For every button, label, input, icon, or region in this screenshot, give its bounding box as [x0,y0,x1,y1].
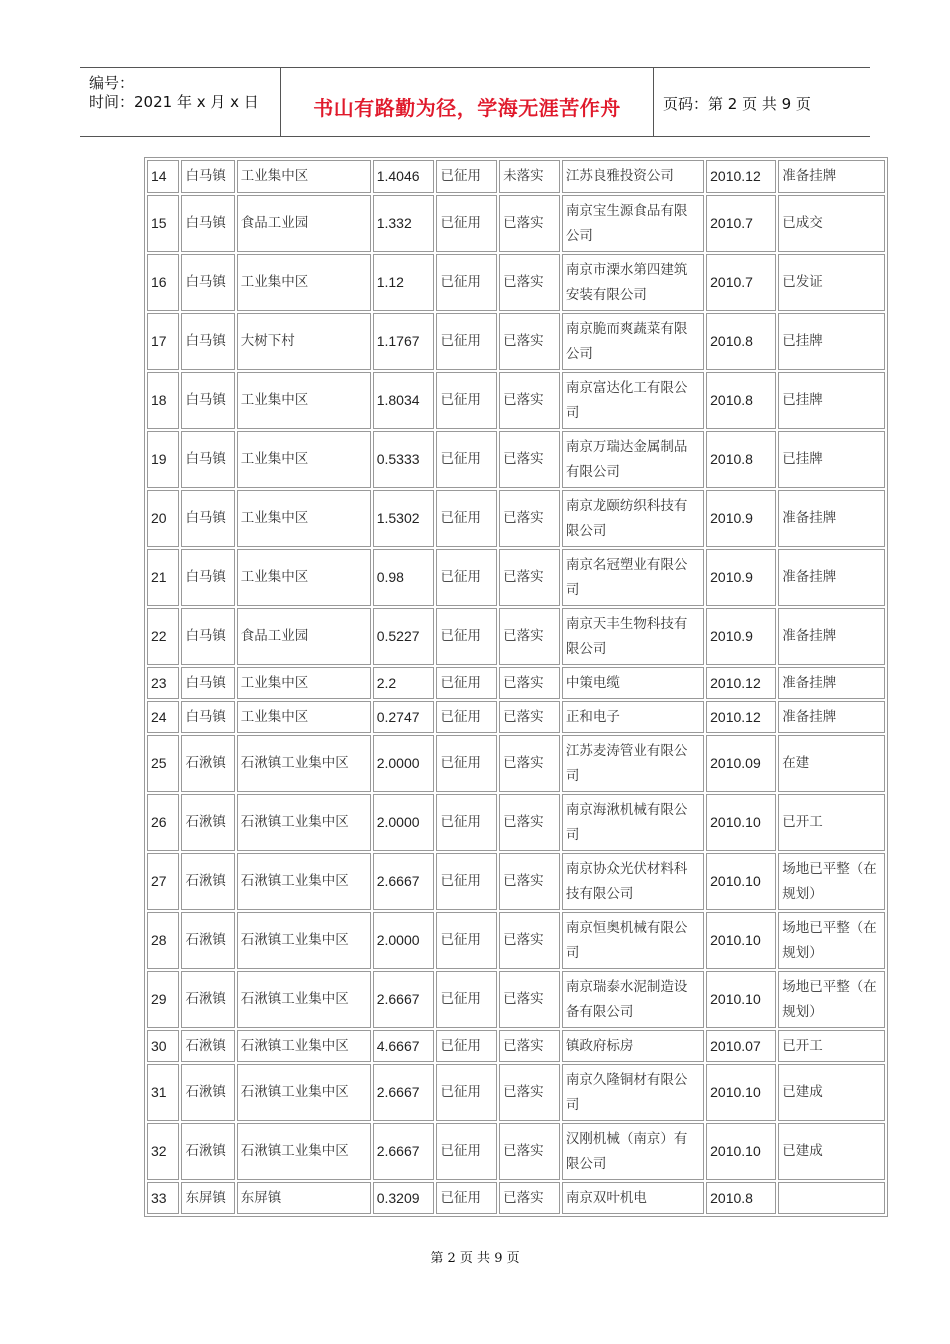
cell-acquisition-status: 已征用 [436,912,497,969]
cell-area: 2.0000 [373,735,435,792]
cell-location: 石湫镇工业集中区 [237,1030,371,1062]
cell-location: 工业集中区 [237,160,371,193]
cell-area: 2.6667 [373,853,435,910]
cell-acquisition-status: 已征用 [436,853,497,910]
cell-area: 1.5302 [373,490,435,547]
cell-row-no: 27 [147,853,179,910]
cell-row-no: 19 [147,431,179,488]
cell-town: 石湫镇 [181,971,234,1028]
cell-location: 工业集中区 [237,549,371,606]
cell-town: 石湫镇 [181,794,234,851]
cell-town: 石湫镇 [181,1064,234,1121]
cell-location: 大树下村 [237,313,371,370]
page-header [80,67,870,137]
cell-row-no: 18 [147,372,179,429]
cell-implementation-status: 已落实 [499,912,560,969]
cell-acquisition-status: 已征用 [436,490,497,547]
cell-date: 2010.12 [706,701,776,733]
land-use-table [144,157,888,1217]
cell-town: 白马镇 [181,667,234,699]
cell-row-no: 14 [147,160,179,193]
cell-area: 2.0000 [373,912,435,969]
cell-area: 2.2 [373,667,435,699]
cell-progress: 已开工 [778,794,885,851]
cell-implementation-status: 已落实 [499,549,560,606]
cell-progress: 准备挂牌 [778,667,885,699]
cell-date: 2010.8 [706,372,776,429]
cell-location: 工业集中区 [237,667,371,699]
cell-acquisition-status: 已征用 [436,608,497,665]
cell-implementation-status: 已落实 [499,1123,560,1180]
cell-progress: 场地已平整（在规划） [778,912,885,969]
cell-area: 4.6667 [373,1030,435,1062]
cell-implementation-status: 已落实 [499,794,560,851]
cell-acquisition-status: 已征用 [436,195,497,252]
cell-town: 白马镇 [181,195,234,252]
table-row [147,667,885,699]
cell-area: 2.6667 [373,1123,435,1180]
cell-row-no: 33 [147,1182,179,1214]
cell-date: 2010.07 [706,1030,776,1062]
time-label: 时间：2021 年 x 月 x 日 [89,93,259,111]
table-row [147,853,885,910]
cell-acquisition-status: 已征用 [436,549,497,606]
cell-progress: 在建 [778,735,885,792]
cell-date: 2010.7 [706,254,776,311]
table-row [147,431,885,488]
cell-progress: 已成交 [778,195,885,252]
page-number-label: 页码：第 2 页 共 9 页 [663,95,811,113]
cell-implementation-status: 已落实 [499,608,560,665]
cell-location: 东屏镇 [237,1182,371,1214]
cell-company: 南京富达化工有限公司 [562,372,704,429]
cell-implementation-status: 未落实 [499,160,560,193]
cell-date: 2010.8 [706,313,776,370]
cell-implementation-status: 已落实 [499,1064,560,1121]
cell-row-no: 23 [147,667,179,699]
cell-area: 1.12 [373,254,435,311]
cell-location: 工业集中区 [237,372,371,429]
cell-location: 工业集中区 [237,701,371,733]
cell-acquisition-status: 已征用 [436,1030,497,1062]
cell-location: 石湫镇工业集中区 [237,853,371,910]
cell-date: 2010.8 [706,431,776,488]
cell-date: 2010.8 [706,1182,776,1214]
cell-location: 食品工业园 [237,195,371,252]
cell-town: 白马镇 [181,701,234,733]
table-row [147,1030,885,1062]
cell-acquisition-status: 已征用 [436,667,497,699]
cell-area: 2.6667 [373,1064,435,1121]
cell-company: 南京名冠塑业有限公司 [562,549,704,606]
table-row [147,912,885,969]
table-row [147,195,885,252]
table-row [147,254,885,311]
cell-company: 汉刚机械（南京）有限公司 [562,1123,704,1180]
cell-location: 石湫镇工业集中区 [237,794,371,851]
cell-date: 2010.7 [706,195,776,252]
cell-implementation-status: 已落实 [499,313,560,370]
cell-row-no: 17 [147,313,179,370]
cell-acquisition-status: 已征用 [436,313,497,370]
cell-row-no: 28 [147,912,179,969]
cell-row-no: 21 [147,549,179,606]
cell-town: 白马镇 [181,608,234,665]
cell-date: 2010.9 [706,608,776,665]
cell-implementation-status: 已落实 [499,372,560,429]
table-row [147,313,885,370]
cell-area: 2.6667 [373,971,435,1028]
cell-date: 2010.12 [706,667,776,699]
table-row [147,372,885,429]
cell-company: 江苏麦涛管业有限公司 [562,735,704,792]
cell-progress: 已挂牌 [778,431,885,488]
cell-location: 工业集中区 [237,490,371,547]
cell-acquisition-status: 已征用 [436,701,497,733]
cell-company: 南京协众光伏材料科技有限公司 [562,853,704,910]
table-row [147,1182,885,1214]
cell-row-no: 30 [147,1030,179,1062]
table-row [147,1064,885,1121]
cell-company: 中策电缆 [562,667,704,699]
cell-date: 2010.09 [706,735,776,792]
cell-area: 2.0000 [373,794,435,851]
cell-acquisition-status: 已征用 [436,372,497,429]
table-row [147,160,885,193]
cell-progress: 准备挂牌 [778,490,885,547]
header-meta-cell [80,68,281,136]
cell-progress: 准备挂牌 [778,608,885,665]
cell-town: 白马镇 [181,431,234,488]
cell-row-no: 26 [147,794,179,851]
table-row [147,1123,885,1180]
cell-progress: 准备挂牌 [778,549,885,606]
table-row [147,608,885,665]
cell-company: 正和电子 [562,701,704,733]
cell-progress: 已发证 [778,254,885,311]
cell-implementation-status: 已落实 [499,431,560,488]
cell-acquisition-status: 已征用 [436,431,497,488]
page-footer: 第 2 页 共 9 页 [430,1251,520,1266]
table-row [147,549,885,606]
cell-acquisition-status: 已征用 [436,735,497,792]
table-row [147,971,885,1028]
cell-area: 1.8034 [373,372,435,429]
header-page-cell [654,68,870,136]
cell-row-no: 31 [147,1064,179,1121]
cell-company: 南京市溧水第四建筑安装有限公司 [562,254,704,311]
cell-implementation-status: 已落实 [499,701,560,733]
cell-location: 工业集中区 [237,254,371,311]
cell-company: 南京久隆铜材有限公司 [562,1064,704,1121]
cell-row-no: 16 [147,254,179,311]
cell-town: 白马镇 [181,372,234,429]
cell-town: 石湫镇 [181,1030,234,1062]
table-row [147,794,885,851]
cell-company: 江苏良雅投资公司 [562,160,704,193]
cell-progress: 已挂牌 [778,372,885,429]
cell-acquisition-status: 已征用 [436,1182,497,1214]
cell-location: 石湫镇工业集中区 [237,1123,371,1180]
cell-implementation-status: 已落实 [499,195,560,252]
cell-progress: 场地已平整（在规划） [778,971,885,1028]
cell-implementation-status: 已落实 [499,735,560,792]
cell-area: 1.4046 [373,160,435,193]
cell-area: 1.332 [373,195,435,252]
cell-implementation-status: 已落实 [499,490,560,547]
cell-date: 2010.10 [706,971,776,1028]
cell-town: 石湫镇 [181,735,234,792]
cell-progress: 已建成 [778,1123,885,1180]
cell-company: 镇政府标房 [562,1030,704,1062]
cell-progress: 已开工 [778,1030,885,1062]
cell-company: 南京双叶机电 [562,1182,704,1214]
cell-implementation-status: 已落实 [499,667,560,699]
cell-town: 白马镇 [181,254,234,311]
cell-company: 南京龙颐纺织科技有限公司 [562,490,704,547]
cell-date: 2010.9 [706,549,776,606]
cell-row-no: 20 [147,490,179,547]
cell-company: 南京脆而爽蔬菜有限公司 [562,313,704,370]
cell-progress: 已建成 [778,1064,885,1121]
cell-date: 2010.10 [706,794,776,851]
table-row [147,490,885,547]
cell-row-no: 25 [147,735,179,792]
cell-company: 南京万瑞达金属制品有限公司 [562,431,704,488]
cell-area: 0.5333 [373,431,435,488]
cell-town: 东屏镇 [181,1182,234,1214]
cell-location: 石湫镇工业集中区 [237,971,371,1028]
cell-date: 2010.10 [706,1064,776,1121]
cell-location: 石湫镇工业集中区 [237,912,371,969]
cell-date: 2010.12 [706,160,776,193]
cell-town: 石湫镇 [181,912,234,969]
cell-location: 石湫镇工业集中区 [237,735,371,792]
cell-row-no: 22 [147,608,179,665]
cell-company: 南京天丰生物科技有限公司 [562,608,704,665]
cell-location: 食品工业园 [237,608,371,665]
cell-acquisition-status: 已征用 [436,794,497,851]
cell-implementation-status: 已落实 [499,254,560,311]
serial-label: 编号： [89,74,135,92]
cell-town: 石湫镇 [181,1123,234,1180]
cell-town: 白马镇 [181,313,234,370]
cell-company: 南京海湫机械有限公司 [562,794,704,851]
motto-text: 书山有路勤为径，学海无涯苦作舟 [313,96,621,120]
cell-area: 1.1767 [373,313,435,370]
table-row [147,735,885,792]
cell-acquisition-status: 已征用 [436,160,497,193]
cell-area: 0.98 [373,549,435,606]
cell-company: 南京瑞泰水泥制造设备有限公司 [562,971,704,1028]
cell-implementation-status: 已落实 [499,971,560,1028]
cell-town: 白马镇 [181,549,234,606]
cell-date: 2010.10 [706,1123,776,1180]
cell-town: 白马镇 [181,490,234,547]
cell-acquisition-status: 已征用 [436,1064,497,1121]
cell-progress: 准备挂牌 [778,160,885,193]
cell-town: 白马镇 [181,160,234,193]
cell-acquisition-status: 已征用 [436,1123,497,1180]
cell-date: 2010.10 [706,853,776,910]
cell-acquisition-status: 已征用 [436,971,497,1028]
cell-implementation-status: 已落实 [499,1030,560,1062]
cell-date: 2010.10 [706,912,776,969]
cell-progress: 场地已平整（在规划） [778,853,885,910]
cell-row-no: 15 [147,195,179,252]
cell-location: 石湫镇工业集中区 [237,1064,371,1121]
cell-area: 0.3209 [373,1182,435,1214]
cell-date: 2010.9 [706,490,776,547]
header-motto-cell [281,68,654,136]
cell-company: 南京宝生源食品有限公司 [562,195,704,252]
cell-acquisition-status: 已征用 [436,254,497,311]
cell-progress [778,1182,885,1214]
cell-area: 0.5227 [373,608,435,665]
cell-company: 南京恒奥机械有限公司 [562,912,704,969]
cell-row-no: 29 [147,971,179,1028]
cell-area: 0.2747 [373,701,435,733]
cell-progress: 已挂牌 [778,313,885,370]
table-row [147,701,885,733]
cell-progress: 准备挂牌 [778,701,885,733]
cell-town: 石湫镇 [181,853,234,910]
cell-row-no: 24 [147,701,179,733]
cell-location: 工业集中区 [237,431,371,488]
cell-row-no: 32 [147,1123,179,1180]
cell-implementation-status: 已落实 [499,853,560,910]
cell-implementation-status: 已落实 [499,1182,560,1214]
